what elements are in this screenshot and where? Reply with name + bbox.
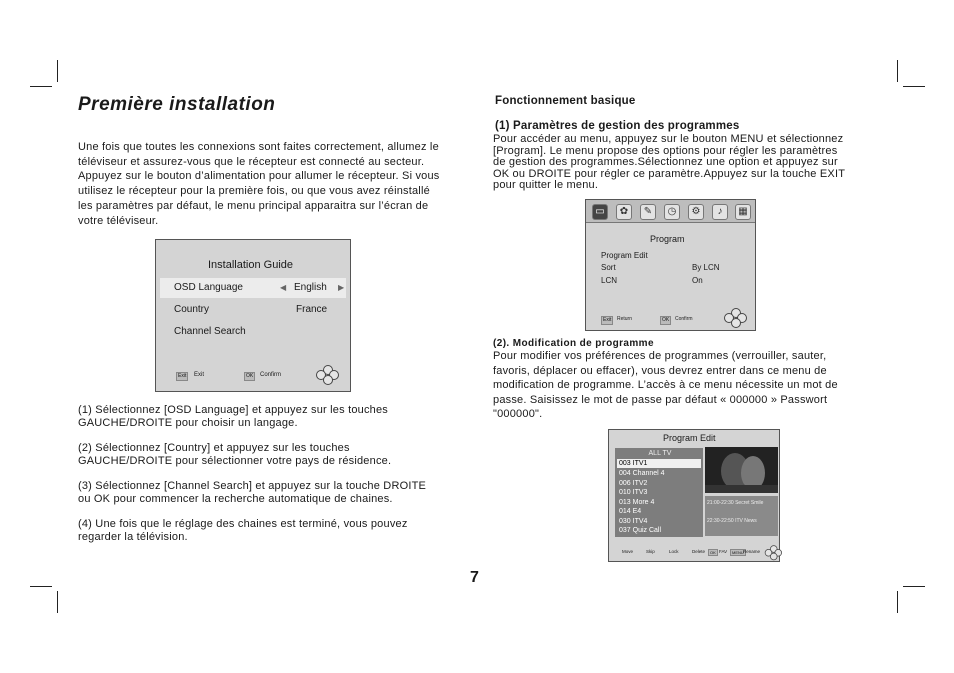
list-item[interactable]: 037 Quiz Call <box>619 527 662 534</box>
subsection-1-text <box>493 134 883 192</box>
skip-label: Skip <box>646 549 655 554</box>
steps-list <box>78 404 478 543</box>
list-item[interactable]: 004 Channel 4 <box>619 470 665 477</box>
country-row[interactable] <box>160 300 346 320</box>
program-edit-title: Program Edit <box>663 433 716 443</box>
crop-mark <box>903 586 925 587</box>
lcn-label[interactable]: LCN <box>601 276 618 285</box>
text-line: modification de programme. L’accès à ce menu nécessite un mot de <box>493 379 838 391</box>
list-item[interactable]: 014 E4 <box>619 508 642 515</box>
sort-label[interactable]: Sort <box>601 263 616 272</box>
dpad-icon <box>724 308 746 326</box>
channel-search-row[interactable] <box>160 322 346 342</box>
text-line: "000000". <box>493 408 543 420</box>
list-item[interactable]: 013 More 4 <box>619 499 655 506</box>
text-line: pour quitter le menu. <box>493 179 599 191</box>
page-title: Première installation <box>78 94 276 115</box>
step-line: regarder la télévision. <box>78 530 188 543</box>
crop-mark <box>30 86 52 87</box>
installation-guide-title: Installation Guide <box>208 259 293 271</box>
epg-entry: 22:30-22:50 ITV News <box>707 518 757 524</box>
step-line: (3) Sélectionnez [Channel Search] et appuyez sur la touche DROITE <box>78 480 427 492</box>
program-menu-screen <box>585 199 756 331</box>
move-label: Move <box>622 549 634 554</box>
ok-key: OK <box>710 550 716 555</box>
text-line: OK ou DROITE pour régler ce paramètre.Appuyez sur la touche EXIT <box>493 167 846 180</box>
step-line: (2) Sélectionnez [Country] et appuyez sur les touches <box>78 442 350 454</box>
section-title: Fonctionnement basique <box>495 95 636 107</box>
program-edit-item[interactable]: Program Edit <box>601 251 648 260</box>
gear-icon[interactable]: ⚙ <box>688 204 704 220</box>
text-line: Pour modifier vos préférences de programmes (verrouiller, sauter, <box>493 350 827 362</box>
crop-mark <box>57 591 58 613</box>
confirm-label: Confirm <box>260 372 282 378</box>
intro-line: téléviseur et assurez-vous que le récepteur est connecté au secteur. <box>78 155 425 168</box>
program-edit-screen <box>608 429 780 562</box>
text-line: passe. Saisissez le mot de passe par défaut « 000000 » Passwort <box>493 393 828 406</box>
epg-panel <box>705 496 778 536</box>
delete-label: Delete <box>692 549 706 554</box>
rename-label: Rename <box>743 549 761 554</box>
menu-icon-bar <box>586 200 755 223</box>
menu-key: MENU <box>732 550 744 555</box>
crop-mark <box>897 591 898 613</box>
settings-icon[interactable]: ♪ <box>712 204 728 220</box>
intro-line: Une fois que toutes les connexions sont faites correctement, allumez le <box>78 141 439 153</box>
fav-label: FAV <box>719 549 728 554</box>
list-item[interactable]: 006 ITV2 <box>619 480 648 487</box>
crop-mark <box>57 60 58 82</box>
step-line: (1) Sélectionnez [OSD Language] et appuyez sur les touches <box>78 404 389 416</box>
program-menu-title: Program <box>650 234 685 244</box>
preview-image <box>705 447 778 493</box>
video-preview <box>705 447 778 493</box>
dpad-icon <box>316 365 338 383</box>
text-line: favoris, déplacer ou effacer), vous devrez entrer dans ce menu de <box>493 364 827 377</box>
sort-value: By LCN <box>692 263 720 272</box>
arrow-left-icon: ◀ <box>280 283 287 292</box>
country-label: Country <box>174 304 210 315</box>
exit-label: Exit <box>194 372 205 378</box>
list-item[interactable]: 030 ITV4 <box>619 518 648 525</box>
media-icon[interactable]: ▦ <box>735 204 751 220</box>
intro-line: votre téléviseur. <box>78 214 159 227</box>
exit-key: Exit <box>603 317 612 323</box>
crop-mark <box>30 586 52 587</box>
text-line: Pour accéder au menu, appuyez sur le bouton MENU et sélectionnez <box>493 133 844 145</box>
list-item[interactable]: 003 ITV1 <box>617 459 701 468</box>
list-item[interactable]: 010 ITV3 <box>619 489 648 496</box>
lock-label: Lock <box>669 549 679 554</box>
crop-mark <box>903 86 925 87</box>
ok-key: OK <box>246 373 254 379</box>
arrow-right-icon: ▶ <box>338 283 345 292</box>
tools-icon[interactable]: ✎ <box>640 204 656 220</box>
country-value: France <box>296 304 328 315</box>
intro-paragraph <box>78 140 478 228</box>
intro-line: Appuyez sur le bouton d’alimentation pour allumer le récepteur. Si vous <box>78 170 440 183</box>
channel-list[interactable] <box>615 448 703 537</box>
step-line: GAUCHE/DROITE pour choisir un langage. <box>78 416 298 429</box>
intro-line: utilisez le récepteur pour la première fois, ou que vous avez réinstallé <box>78 185 430 198</box>
subsection-2-text <box>493 349 883 422</box>
subsection-1-title: (1) Paramètres de gestion des programmes <box>495 120 740 132</box>
page-number: 7 <box>470 569 480 586</box>
subsection-2-title: (2). Modification de programme <box>493 338 654 349</box>
crop-mark <box>897 60 898 82</box>
lcn-value: On <box>692 276 703 285</box>
step-line: GAUCHE/DROITE pour sélectionner votre pays de résidence. <box>78 454 392 467</box>
text-line: [Program]. Le menu propose des options pour régler les paramètres <box>493 144 838 157</box>
step-line: (4) Une fois que le réglage des chaines est terminé, vous pouvez <box>78 518 408 530</box>
list-header: ALL TV <box>648 450 672 457</box>
epg-entry: 21:00-22:30 Secret Smile <box>707 500 764 506</box>
channel-search-label: Channel Search <box>174 326 246 337</box>
clock-icon[interactable]: ◷ <box>664 204 680 220</box>
confirm-label: Confirm <box>675 316 693 322</box>
step-line: ou OK pour commencer la recherche automatique de chaines. <box>78 492 393 505</box>
film-reel-icon[interactable]: ✿ <box>616 204 632 220</box>
return-label: Return <box>617 316 633 322</box>
exit-key: Exit <box>178 373 187 379</box>
osd-language-row[interactable] <box>160 278 346 298</box>
osd-language-label: OSD Language <box>174 282 243 293</box>
tv-icon[interactable]: ▭ <box>592 204 608 220</box>
dpad-icon <box>765 545 782 559</box>
installation-guide-footer <box>156 363 350 391</box>
installation-guide-screen <box>155 239 351 392</box>
text-line: de gestion des programmes.Sélectionnez une option et appuyez sur <box>493 156 838 168</box>
osd-language-value: English <box>294 282 327 293</box>
ok-key: OK <box>662 317 670 323</box>
intro-line: les paramètres par défaut, le menu principal apparaitra sur l’écran de <box>78 199 429 212</box>
